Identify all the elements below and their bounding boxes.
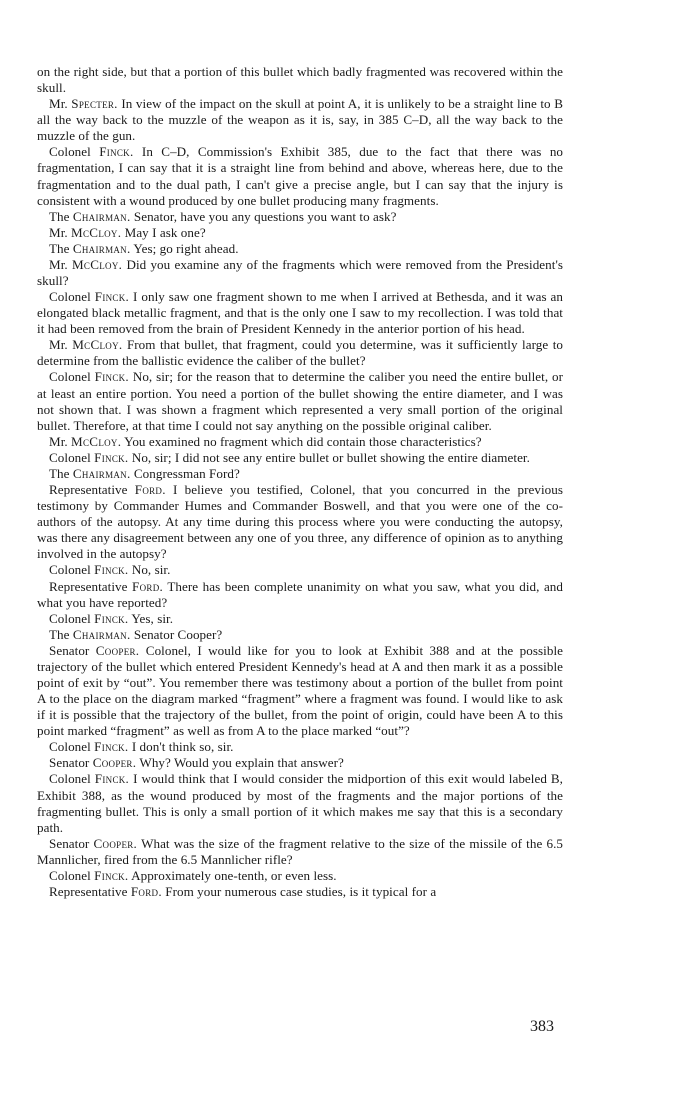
- speaker-name: Finck.: [94, 369, 129, 385]
- paragraph-text: In C–D, Commission's Exhibit 385, due to the fact that there was no fragmentation, I can say that it is a straight line from behind and above, whereas here, due to the fragmentation and to the dual path, I can't give a precise angle, but I can say that the injury is consistent with a wound produced by one bullet producing many fragments.: [37, 144, 564, 208]
- speaker-name: Specter.: [71, 96, 118, 112]
- paragraph-text: I don't think so, sir.: [131, 739, 234, 755]
- speaker-name: McCloy.: [71, 256, 123, 272]
- paragraph-text: From your numerous case studies, is it typical for a: [165, 883, 437, 899]
- paragraph-text: Senator, have you any questions you want to ask?: [133, 208, 397, 224]
- paragraph-text: Senator Cooper?: [133, 626, 223, 642]
- testimony-paragraph: [37, 836, 563, 868]
- speaker-title: Mr.: [49, 256, 68, 272]
- speaker-title: Colonel: [49, 867, 91, 883]
- speaker-title: The: [49, 465, 70, 481]
- speaker-title: Senator: [49, 835, 90, 851]
- testimony-paragraph: [37, 225, 563, 241]
- speaker-name: Finck.: [94, 610, 129, 626]
- paragraph-text: I would think that I would consider the midportion of this exit would labeled B, Exhibit 388, as the wound produced by most of the fragments and the major portions of the fragmenting bullet. This is only a small portion of it which makes me say that this is a secondary path.: [37, 771, 563, 835]
- speaker-name: McCloy.: [72, 337, 123, 353]
- speaker-name: Finck.: [99, 144, 134, 160]
- paragraph-text: No, sir.: [131, 562, 171, 578]
- paragraph-text: Approximately one-tenth, or even less.: [131, 867, 337, 883]
- paragraph-text: What was the size of the fragment relative to the size of the missile of the 6.5 Mannlicher, fired from the 6.5 Mannlicher rifle?: [37, 835, 563, 867]
- document-body: [37, 64, 563, 900]
- speaker-title: Colonel: [49, 610, 91, 626]
- speaker-title: Colonel: [49, 771, 91, 787]
- paragraph-text: Colonel, I would like for you to look at Exhibit 388 and at the possible trajectory of the bullet which entered President Kennedy's head at A and then mark it as a possible point of exit by “out”. You remember there was testimony about a portion of the bullet from point A to the place on the diagram marked “fragment” where a fragment was found. I would like to ask if it is possible that the trajectory of the bullet, from the point of origin, could have been A to this point marked “fragment” as well as from A to the place marked “out”?: [37, 642, 563, 739]
- speaker-name: Finck.: [94, 562, 129, 578]
- testimony-paragraph: [37, 434, 563, 450]
- testimony-paragraph: [37, 144, 563, 208]
- speaker-title: Colonel: [49, 562, 91, 578]
- speaker-name: Cooper.: [95, 642, 140, 658]
- testimony-paragraph: [37, 611, 563, 627]
- speaker-title: Colonel: [49, 144, 91, 160]
- speaker-title: Mr.: [49, 96, 68, 112]
- speaker-name: Ford.: [132, 578, 164, 594]
- testimony-paragraph: [37, 450, 563, 466]
- speaker-name: Finck.: [94, 289, 130, 305]
- speaker-name: McCloy.: [71, 433, 122, 449]
- paragraph-text: Yes; go right ahead.: [133, 240, 239, 256]
- testimony-paragraph: [37, 289, 563, 337]
- speaker-name: Cooper.: [92, 755, 137, 771]
- speaker-name: Finck.: [94, 739, 129, 755]
- testimony-paragraph: [37, 771, 563, 835]
- paragraph-text: May I ask one?: [124, 224, 206, 240]
- testimony-paragraph: [37, 643, 563, 739]
- speaker-title: Mr.: [49, 337, 68, 353]
- testimony-paragraph: [37, 755, 563, 771]
- speaker-name: Ford.: [130, 883, 162, 899]
- paragraph-text: There has been complete unanimity on what you saw, what you did, and what you have reported?: [37, 578, 564, 610]
- paragraph-text: Why? Would you explain that answer?: [139, 755, 344, 771]
- speaker-title: Senator: [49, 755, 90, 771]
- speaker-title: The: [49, 626, 70, 642]
- speaker-title: The: [49, 240, 70, 256]
- speaker-name: Chairman.: [72, 240, 131, 256]
- paragraph-text: Did you examine any of the fragments which were removed from the President's skull?: [37, 256, 564, 289]
- paragraph-text: on the right side, but that a portion of this bullet which badly fragmented was recovered within the skull.: [37, 64, 563, 96]
- paragraph-text: Congressman Ford?: [133, 465, 240, 481]
- speaker-title: Colonel: [49, 289, 91, 305]
- continued-paragraph: [37, 64, 563, 96]
- testimony-paragraph: [37, 257, 563, 289]
- testimony-paragraph: [37, 337, 563, 369]
- testimony-paragraph: [37, 369, 563, 433]
- speaker-name: Chairman.: [72, 208, 131, 224]
- speaker-name: Finck.: [94, 771, 130, 787]
- testimony-paragraph: [37, 241, 563, 257]
- paragraph-text: You examined no fragment which did contain those characteristics?: [124, 433, 482, 449]
- speaker-name: Cooper.: [93, 835, 138, 851]
- speaker-title: Representative: [49, 578, 128, 594]
- testimony-paragraph: [37, 627, 563, 643]
- paragraph-text: From that bullet, that fragment, could you determine, was it sufficiently large to determine from the ballistic evidence the caliber of the bullet?: [37, 337, 563, 369]
- speaker-name: McCloy.: [71, 224, 122, 240]
- speaker-title: Representative: [49, 482, 128, 498]
- testimony-paragraph: [37, 562, 563, 578]
- paragraph-text: I believe you testified, Colonel, that you concurred in the previous testimony by Commander Humes and Commander Boswell, and that you were one of the co-authors of the autopsy. At any time during this process where you were conducting the autopsy, was there any disagreement between any one of you three, any difference of opinion as to anything involved in the autopsy?: [37, 482, 563, 562]
- speaker-title: Colonel: [49, 739, 91, 755]
- paragraph-text: No, sir; I did not see any entire bullet or bullet showing the entire diameter.: [131, 449, 530, 465]
- testimony-paragraph: [37, 884, 563, 900]
- speaker-name: Finck.: [94, 449, 129, 465]
- paragraph-text: I only saw one fragment shown to me when I arrived at Bethesda, and it was an elongated black metallic fragment, and that is the only one I saw to my recollection. I was told that it had been removed from the brain of President Kennedy in the anterior portion of his head.: [37, 289, 563, 337]
- speaker-name: Finck.: [94, 867, 129, 883]
- speaker-title: Colonel: [49, 449, 91, 465]
- paragraph-text: No, sir; for the reason that to determine the caliber you need the entire bullet, or at least an entire portion. You need a portion of the bullet showing the entire diameter, and I was not shown that. I was shown a fragment which represented a very small portion of the original bullet. Therefore, at that time I could not say anything on the possible original caliber.: [37, 369, 564, 433]
- speaker-title: Mr.: [49, 224, 68, 240]
- testimony-paragraph: [37, 96, 563, 144]
- speaker-title: The: [49, 208, 70, 224]
- speaker-name: Chairman.: [72, 465, 131, 481]
- testimony-paragraph: [37, 868, 563, 884]
- testimony-paragraph: [37, 209, 563, 225]
- speaker-title: Mr.: [49, 433, 68, 449]
- paragraph-text: In view of the impact on the skull at point A, it is unlikely to be a straight line to B all the way back to the muzzle of the weapon as it is, say, in 385 C–D, all the way back to the muzzle of the gun.: [37, 96, 564, 144]
- page-number: 383: [530, 1018, 554, 1035]
- testimony-paragraph: [37, 579, 563, 611]
- testimony-paragraph: [37, 466, 563, 482]
- speaker-title: Representative: [49, 883, 128, 899]
- speaker-title: Colonel: [49, 369, 91, 385]
- testimony-paragraph: [37, 739, 563, 755]
- paragraph-text: Yes, sir.: [131, 610, 174, 626]
- testimony-paragraph: [37, 482, 563, 562]
- speaker-name: Chairman.: [72, 626, 131, 642]
- speaker-name: Ford.: [134, 482, 166, 498]
- speaker-title: Senator: [49, 642, 90, 658]
